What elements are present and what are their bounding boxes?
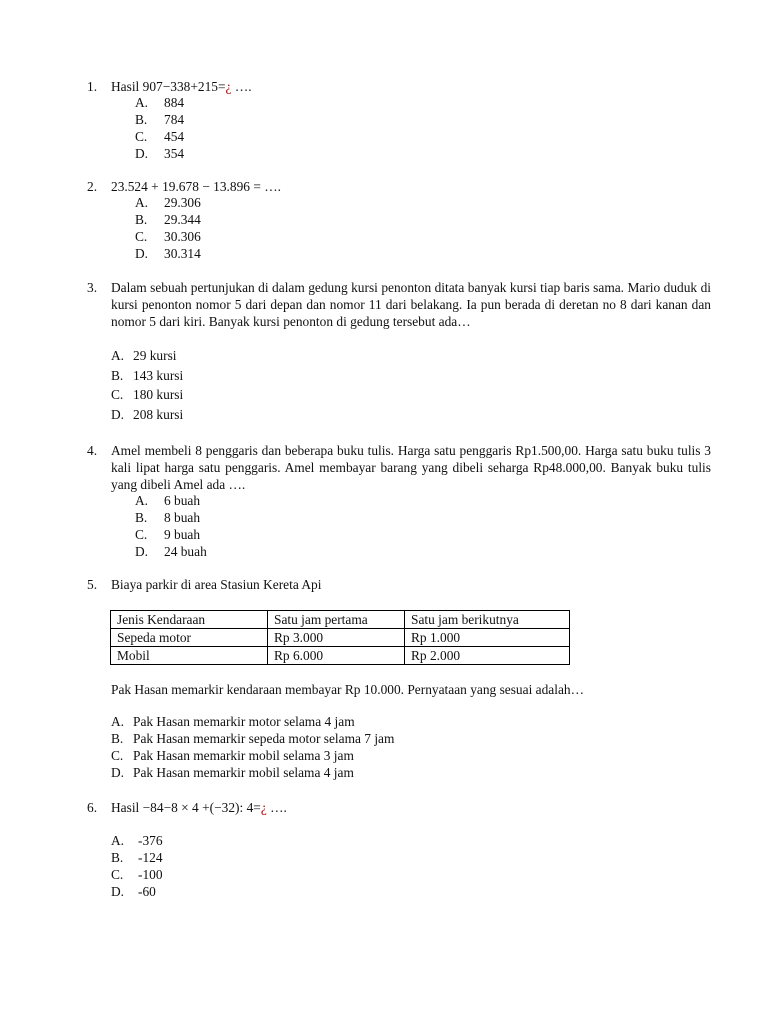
question-number: 5. bbox=[87, 577, 98, 592]
question-stem: Hasil 907−338+215=¿ …. bbox=[111, 79, 252, 94]
table-header-cell: Jenis Kendaraan bbox=[111, 611, 268, 629]
table-cell: Rp 6.000 bbox=[268, 647, 405, 665]
question-number: 4. bbox=[87, 443, 98, 458]
math-expression: −84−8 × 4 +(−32): 4= bbox=[142, 800, 261, 815]
table-cell: Rp 3.000 bbox=[268, 629, 405, 647]
equation-placeholder: ¿ bbox=[260, 800, 267, 815]
table-header-row bbox=[111, 611, 570, 629]
table-header-cell: Satu jam berikutnya bbox=[405, 611, 570, 629]
table-row bbox=[111, 629, 570, 647]
table-cell: Mobil bbox=[111, 647, 268, 665]
table-header-cell: Satu jam pertama bbox=[268, 611, 405, 629]
question-stem: Hasil −84−8 × 4 +(−32): 4=¿ …. bbox=[111, 800, 287, 815]
question-stem: Dalam sebuah pertunjukan di dalam gedung kursi penonton ditata banyak kursi tiap baris sama. Mario duduk di kursi penonton nomor 5 dari depan dan nomor 11 dari belakang. Ia pun berada di deretan no 8 dari kanan dan nomor 5 dari kiri. Banyak kursi penonton di gedung tersebut ada… bbox=[111, 280, 711, 329]
question-stem: 23.524 + 19.678 − 13.896 = …. bbox=[111, 179, 281, 194]
question-number: 1. bbox=[87, 79, 98, 94]
parking-fee-table bbox=[110, 610, 570, 665]
question-number: 3. bbox=[87, 280, 98, 295]
math-expression: 907−338+215= bbox=[142, 79, 226, 94]
equation-placeholder: ¿ bbox=[225, 79, 232, 94]
table-cell: Rp 2.000 bbox=[405, 647, 570, 665]
table-cell: Rp 1.000 bbox=[405, 629, 570, 647]
question-stem: Amel membeli 8 penggaris dan beberapa buku tulis. Harga satu penggaris Rp1.500,00. Harga satu buku tulis 3 kali lipat harga satu penggaris. Amel membayar barang yang dibeli seharga Rp48.000,00. Banyak buku tulis yang dibeli Amel ada …. bbox=[111, 443, 711, 492]
question-stem: Biaya parkir di area Stasiun Kereta Api bbox=[111, 577, 322, 592]
table-row bbox=[111, 647, 570, 665]
table-cell: Sepeda motor bbox=[111, 629, 268, 647]
question-number: 6. bbox=[87, 800, 98, 815]
question-statement: Pak Hasan memarkir kendaraan membayar Rp 10.000. Pernyataan yang sesuai adalah… bbox=[111, 682, 584, 697]
question-number: 2. bbox=[87, 179, 98, 194]
